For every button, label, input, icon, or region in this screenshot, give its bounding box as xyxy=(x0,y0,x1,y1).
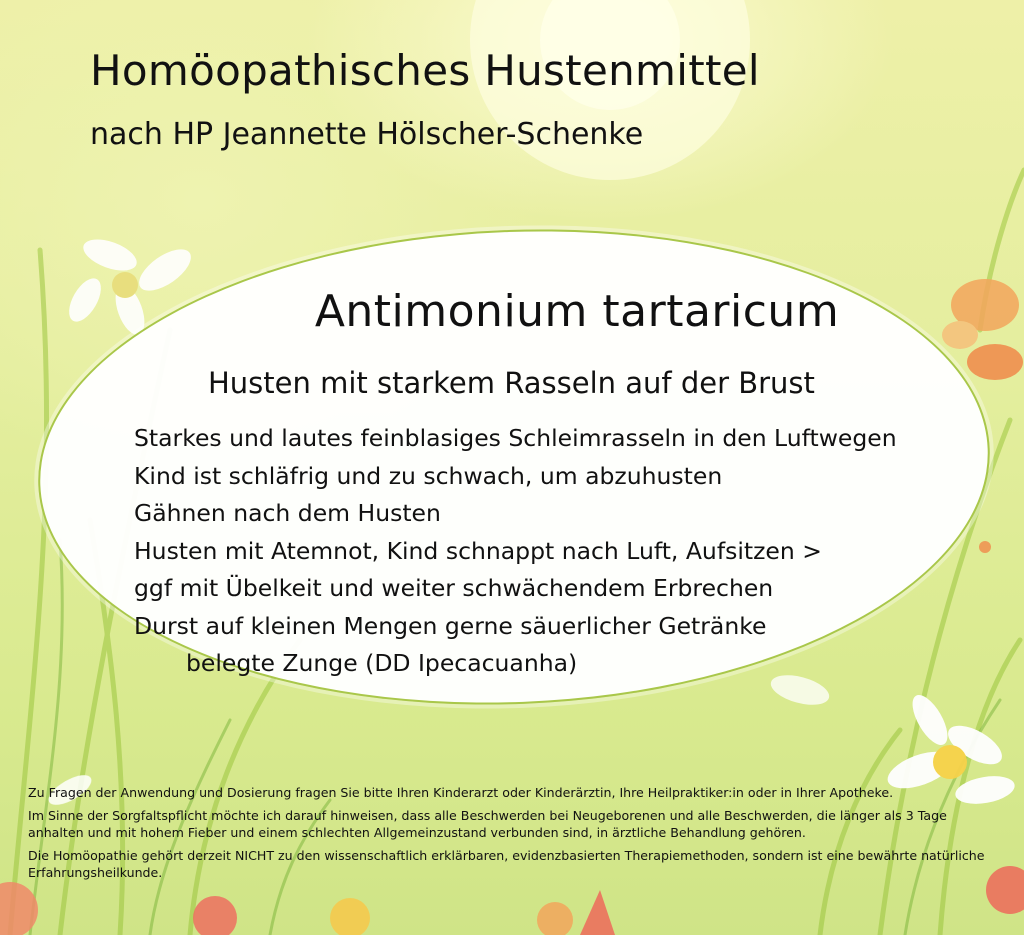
page-subtitle: nach HP Jeannette Hölscher-Schenke xyxy=(90,117,644,152)
page-title: Homöopathisches Hustenmittel xyxy=(90,46,760,95)
disclaimer-note: Die Homöopathie gehört derzeit NICHT zu den wissenschaftlich erklärbaren, evidenzbasierten Therapiemethoden, sondern ist eine bewährte natürliche Erfahrungsheilkunde. xyxy=(28,848,985,880)
symptom-item: Kind ist schläfrig und zu schwach, um abzuhusten xyxy=(134,461,723,490)
symptom-list xyxy=(134,420,897,683)
footer-notes xyxy=(28,784,1003,887)
dosage-note: Zu Fragen der Anwendung und Dosierung fragen Sie bitte Ihren Kinderarzt oder Kinderärztin, Ihre Heilpraktiker:in oder in Ihrer Apotheke. xyxy=(28,785,894,800)
remedy-name: Antimonium tartaricum xyxy=(314,286,840,337)
symptom-item: Husten mit Atemnot, Kind schnappt nach Luft, Aufsitzen > xyxy=(134,536,822,565)
symptom-item: Gähnen nach dem Husten xyxy=(134,499,441,527)
symptom-item: Starkes und lautes feinblasiges Schleimrasseln in den Luftwegen xyxy=(134,424,897,452)
care-note: Im Sinne der Sorgfaltspflicht möchte ich darauf hinweisen, dass alle Beschwerden bei Neugeborenen und alle Beschwerden, die länger als 3 Tage anhalten und mit hohem Fieber und einem schlechten Allgemeinzustand verbunden sind, in ärztliche Behandlung gehören. xyxy=(28,808,947,840)
symptom-item: Durst auf kleinen Mengen gerne säuerlicher Getränke xyxy=(134,611,767,640)
symptom-item: belegte Zunge (DD Ipecacuanha) xyxy=(186,649,578,677)
remedy-heading: Husten mit starkem Rasseln auf der Brust xyxy=(208,366,815,400)
symptom-item: ggf mit Übelkeit und weiter schwächendem Erbrechen xyxy=(134,574,774,602)
